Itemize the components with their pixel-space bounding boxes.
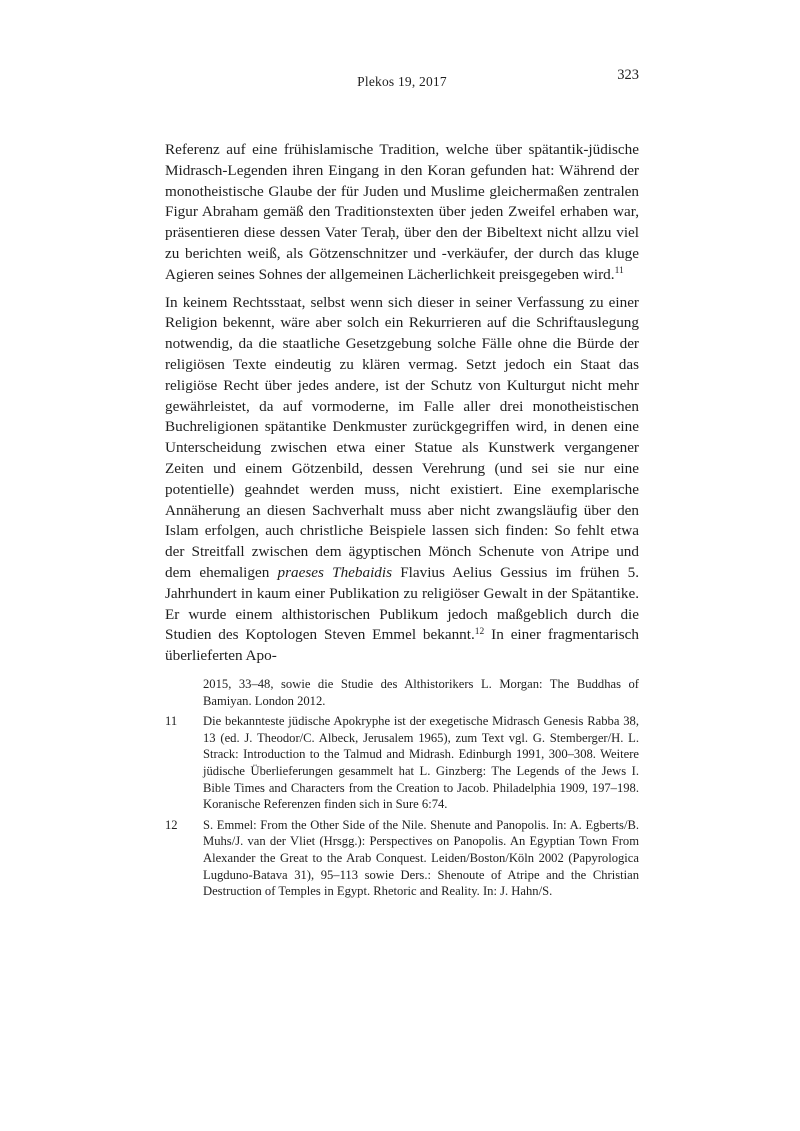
footnotes-section bbox=[165, 676, 639, 904]
footnote-text: 2015, 33–48, sowie die Studie des Althistorikers L. Morgan: The Buddhas of Bamiyan. London 2012. bbox=[203, 677, 639, 708]
paragraph-2-text-b: Flavius Aelius Gessius im frühen 5. Jahrhundert in kaum einer Publikation zu religiöser Gewalt in der Spätantike. Er wurde einem althistorischen Publikum jedoch maßgeblich durch die Studien des Koptologen Steven Emmel bekannt. bbox=[165, 563, 639, 644]
footnote-11 bbox=[165, 713, 639, 813]
footnote-number: 12 bbox=[165, 817, 178, 832]
paragraph-2 bbox=[165, 293, 639, 667]
body-text bbox=[165, 140, 639, 667]
footnote-number: 11 bbox=[165, 714, 178, 729]
page-header bbox=[165, 67, 639, 90]
latin-term: praeses Thebaidis bbox=[277, 563, 393, 581]
footnote-ref-12: 12 bbox=[474, 626, 485, 637]
page-number: 323 bbox=[617, 67, 639, 83]
paragraph-1 bbox=[165, 140, 639, 286]
footnote-text: S. Emmel: From the Other Side of the Nile. Shenute and Panopolis. In: A. Egberts/B. Muhs/J. van der Vliet (Hrsgg.): Perspectives on Panopolis. An Egyptian Town From Alexander the Great to the Arab Conquest. Leiden/Boston/Köln 2002 (Papyrologica Lugduno-Batava 31), 95–113 sowie Ders.: Shenoute of Atripe and the Christian Destruction of Temples in Egypt. Rhetoric and Reality. In: J. Hahn/S. bbox=[203, 817, 639, 899]
journal-title: Plekos 19, 2017 bbox=[357, 74, 447, 89]
paragraph-2-text-c: In einer fragmentarisch überlieferten Apo- bbox=[165, 626, 639, 665]
footnote-number bbox=[165, 676, 203, 709]
footnote-ref-11: 11 bbox=[614, 266, 624, 277]
footnote-12 bbox=[165, 817, 639, 900]
footnote-continuation bbox=[165, 676, 639, 709]
footnote-text: Die bekannteste jüdische Apokryphe ist der exegetische Midrasch Genesis Rabba 38, 13 (ed. J. Theodor/C. Albeck, Jerusalem 1965), zum Text vgl. G. Stemberger/H. L. Strack: Introduction to the Talmud and Midrash. Edinburgh 1991, 300–308. Weitere jüdische Überlieferungen gesammelt hat L. Ginzberg: The Legends of the Jews I. Bible Times and Characters from the Creation to Jacob. Philadelphia 1909, 197–198. Koranische Referenzen finden sich in Sure 6:74. bbox=[203, 714, 639, 812]
paragraph-1-text: Referenz auf eine frühislamische Tradition, welche über spätantik-jüdische Midrasch-Legenden ihren Eingang in den Koran gefunden hat: Während der monotheistische Glaube der für Juden und Muslime gleichermaßen zentralen Figur Abraham gemäß den Traditionstexten über jeden Zweifel erhaben war, präsentieren diese dessen Vater Teraḥ, über den der Bibeltext nicht allzu viel zu berichten weiß, als Götzenschnitzer und -verkäufer, der durch das kluge Agieren seines Sohnes der allgemeinen Lächerlichkeit preisgegeben wird. bbox=[165, 141, 639, 283]
paragraph-2-text-a: In keinem Rechtsstaat, selbst wenn sich dieser in seiner Verfassung zu einer Religion bekennt, wäre aber solch ein Rekurrieren auf die Schriftauslegung notwendig, da die staatliche Gesetzgebung solche Fälle ohne die Bürde der religiösen Texte eindeutig zu klären vermag. Setzt jedoch ein Staat das religiöse Recht über jedes andere, ist der Schutz von Kulturgut nicht mehr gewährleistet, da auf vormoderne, im Falle aller drei monotheistischen Buchreligionen spätantike Denkmuster zurückgegriffen wird, in denen eine Unterscheidung zwischen etwa einer Statue als Kunstwerk vergangener Zeiten und einem Götzenbild, dessen Verehrung (und sei sie nur eine potentielle) geahndet werden muss, nicht existiert. Eine exemplarische Annäherung an diesen Sachverhalt muss aber nicht zwangsläufig über den Islam erfolgen, auch christliche Beispiele lassen sich finden: So fehlt etwa der Streitfall zwischen dem ägyptischen Mönch Schenute von Atripe und dem ehemaligen bbox=[165, 293, 639, 581]
